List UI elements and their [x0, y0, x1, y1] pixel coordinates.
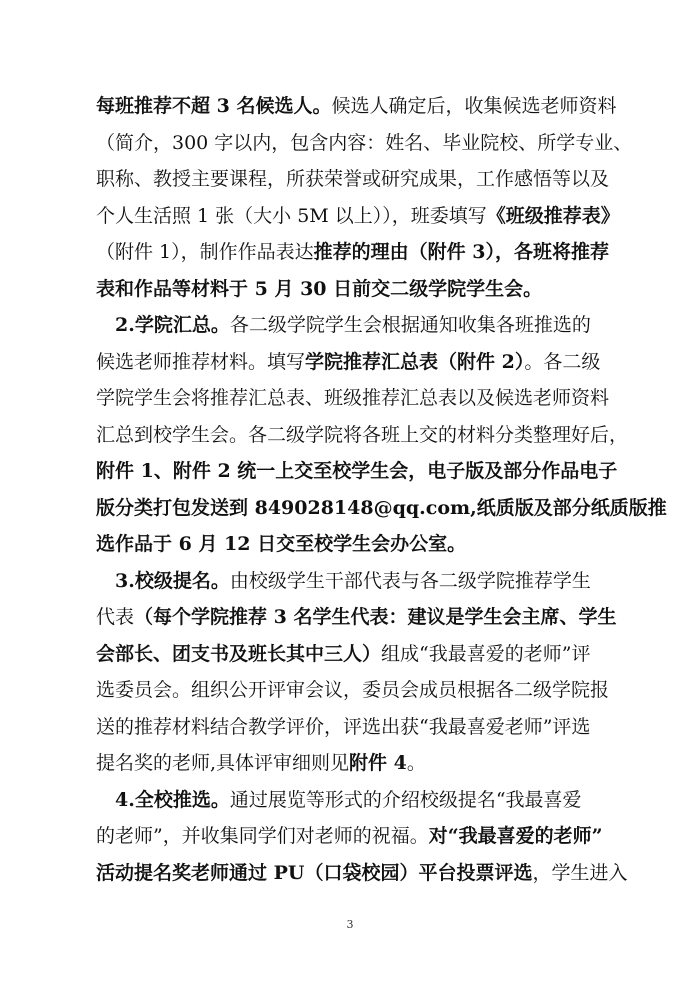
bold-text-segment: 会部长、团支书及班长其中三人） [96, 642, 382, 665]
bold-text-segment: 对“我最喜爱的老师” [428, 825, 603, 847]
text-line [96, 234, 616, 271]
text-segment: 职称、教授主要课程，所获荣誉或研究成果，工作感悟等以及 [96, 168, 610, 190]
text-line [96, 198, 620, 235]
bold-text-segment: 附件 4 [349, 752, 407, 774]
text-segment: ，学生进入 [532, 861, 628, 884]
text-segment: 个人生活照 1 张（大小 5M 以上）），班委填写 [96, 204, 487, 227]
text-segment: 的老师”，并收集同学们对老师的祝福。 [96, 825, 429, 847]
bold-text-segment: 4.全校推选。 [96, 788, 230, 811]
text-segment: （简介，300 字以内，包含内容：姓名、毕业院校、所学专业、 [96, 131, 633, 154]
bold-text-segment: 表和作品等材料于 5 月 30 日前交二级学院学生会。 [96, 277, 543, 300]
text-segment: 候选老师推荐材料。填写 [96, 350, 306, 373]
bold-text-segment: 附件 1、附件 2 统一上交至校学生会，电子版及部分作品电子 [96, 460, 618, 482]
page-number: 3 [346, 918, 354, 931]
document-body [96, 88, 667, 891]
text-line [96, 709, 616, 746]
bold-text-segment: 版分类打包发送到 849028148@qq.com,纸质版及部分纸质版推 [96, 496, 667, 519]
text-line [96, 380, 616, 417]
text-line [96, 672, 616, 709]
bold-text-segment: 3.校级提名。 [96, 569, 230, 592]
text-line [96, 855, 628, 892]
text-line [96, 453, 616, 490]
text-line [96, 599, 616, 636]
text-line [96, 307, 616, 344]
text-line [96, 636, 616, 673]
text-line [96, 782, 616, 819]
bold-text-segment: 2.学院汇总。 [96, 314, 230, 336]
text-segment: （附件 1），制作作品表达 [96, 241, 314, 263]
text-segment: 各二级学院学生会根据通知收集各班推选的 [229, 314, 591, 336]
bold-text-segment: （每个学院推荐 3 名学生代表：建议是学生会主席、学生 [134, 606, 617, 628]
text-segment: 送的推荐材料结合教学评价，评选出获“我最喜爱老师”评选 [96, 715, 591, 738]
text-segment: 学院学生会将推荐汇总表、班级推荐汇总表以及候选老师资料 [96, 387, 610, 409]
text-segment: 提名奖的老师,具体评审细则见 [96, 752, 350, 774]
bold-text-segment: 选作品于 6 月 12 日交至校学生会办公室。 [96, 533, 467, 555]
bold-text-segment: 推荐的理由（附件 3），各班将推荐 [313, 241, 609, 263]
bold-text-segment: 每班推荐不超 3 名候选人。 [96, 95, 332, 117]
text-segment: 由校级学生干部代表与各二级学院推荐学生 [229, 569, 591, 592]
text-segment: 候选人确定后，收集候选老师资料 [331, 95, 617, 117]
text-line [96, 344, 616, 381]
bold-text-segment: 《班级推荐表》 [486, 204, 620, 227]
bold-text-segment: 活动提名奖老师通过 PU（口袋校园）平台投票评选 [96, 861, 533, 884]
text-segment: 组成“我最喜爱的老师”评 [381, 642, 591, 665]
text-line [96, 745, 616, 782]
text-line [96, 88, 616, 125]
text-segment: 选委员会。组织公开评审会议，委员会成员根据各二级学院报 [96, 679, 610, 701]
text-line [96, 161, 616, 198]
text-segment: 。各二级 [524, 350, 601, 373]
text-segment: 通过展览等形式的介绍校级提名“我最喜爱 [229, 788, 582, 811]
text-line [96, 490, 667, 527]
text-segment: 。 [406, 752, 426, 774]
text-segment: 代表 [96, 606, 135, 628]
bold-text-segment: 学院推荐汇总表（附件 2） [305, 350, 525, 373]
text-line [96, 818, 616, 855]
text-segment: 汇总到校学生会。各二级学院将各班上交的材料分类整理好后， [96, 423, 629, 446]
text-line [96, 271, 616, 308]
text-line [96, 526, 616, 563]
text-line [96, 417, 629, 454]
text-line [96, 125, 633, 162]
text-line [96, 563, 616, 600]
